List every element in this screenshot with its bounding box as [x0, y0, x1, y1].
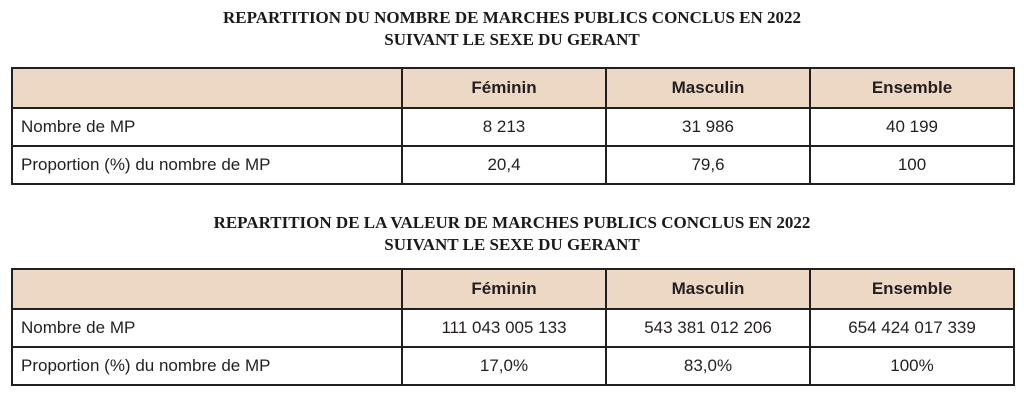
table2-header-empty — [12, 269, 402, 309]
table2-title — [0, 212, 1024, 256]
table1-header-row — [12, 68, 1014, 108]
table-cell: 654 424 017 339 — [810, 309, 1014, 347]
row-label: Nombre de MP — [12, 108, 402, 146]
table-cell: 79,6 — [606, 146, 810, 184]
row-label: Nombre de MP — [12, 309, 402, 347]
table-cell: 111 043 005 133 — [402, 309, 606, 347]
table1-title-line1: REPARTITION DU NOMBRE DE MARCHES PUBLICS CONCLUS EN 2022 — [222, 8, 802, 27]
table-row — [12, 146, 1014, 184]
row-label: Proportion (%) du nombre de MP — [12, 146, 402, 184]
table1-header-ensemble: Ensemble — [810, 68, 1014, 108]
table2-header-feminin: Féminin — [402, 269, 606, 309]
table-row — [12, 347, 1014, 385]
row-label: Proportion (%) du nombre de MP — [12, 347, 402, 385]
table-cell: 31 986 — [606, 108, 810, 146]
table-cell: 17,0% — [402, 347, 606, 385]
table2-header-row — [12, 269, 1014, 309]
table-cell: 40 199 — [810, 108, 1014, 146]
table1 — [11, 67, 1015, 185]
table-cell: 83,0% — [606, 347, 810, 385]
table1-header-empty — [12, 68, 402, 108]
table1-title — [0, 7, 1024, 51]
table-cell: 543 381 012 206 — [606, 309, 810, 347]
table1-header-feminin: Féminin — [402, 68, 606, 108]
table2-title-line2: SUIVANT LE SEXE DU GERANT — [384, 235, 640, 254]
table-row — [12, 108, 1014, 146]
table-cell: 20,4 — [402, 146, 606, 184]
table-cell: 8 213 — [402, 108, 606, 146]
table-cell: 100 — [810, 146, 1014, 184]
table1-header-masculin: Masculin — [606, 68, 810, 108]
table-cell: 100% — [810, 347, 1014, 385]
table2-header-ensemble: Ensemble — [810, 269, 1014, 309]
table2-title-line1: REPARTITION DE LA VALEUR DE MARCHES PUBLICS CONCLUS EN 2022 — [213, 213, 811, 232]
table2 — [11, 268, 1015, 386]
table-row — [12, 309, 1014, 347]
table2-header-masculin: Masculin — [606, 269, 810, 309]
table1-title-line2: SUIVANT LE SEXE DU GERANT — [384, 30, 640, 49]
